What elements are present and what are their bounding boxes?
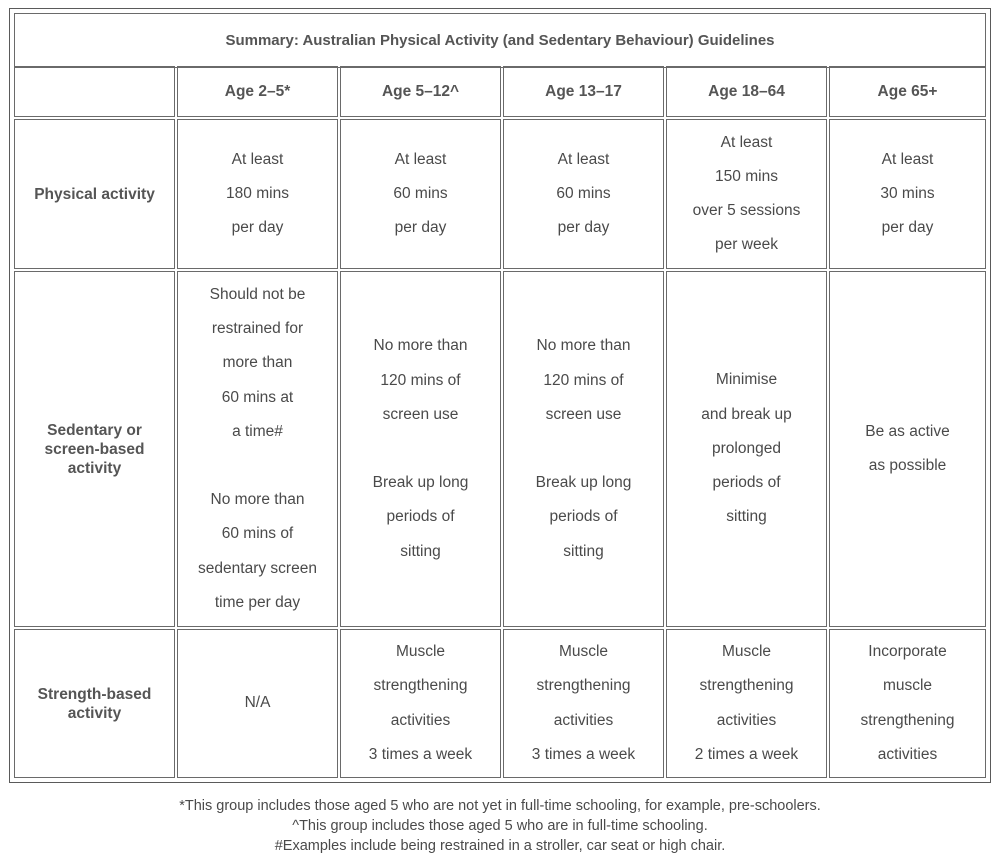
physical-activity-row-cell	[666, 119, 827, 269]
cell-text-line: over 5 sessions	[692, 202, 801, 219]
cell-text-line: At least	[394, 150, 447, 168]
cell-text-line: per day	[231, 219, 284, 237]
cell-text-line: At least	[231, 150, 284, 168]
row-label-line: Physical activity	[34, 185, 155, 203]
row-label	[14, 119, 175, 269]
cell-text-line: 180 mins	[226, 184, 289, 202]
cell-text-line: Muscle	[721, 643, 772, 661]
cell-text-line: At least	[557, 150, 610, 168]
physical-activity-row-cell	[503, 119, 664, 269]
cell-text-line: sitting	[400, 542, 441, 560]
cell-text-line: N/A	[244, 694, 271, 712]
cell-text-line: periods of	[386, 508, 455, 526]
strength-row-cell	[340, 629, 501, 778]
strength-row-cell	[177, 629, 338, 778]
cell-text-line: Muscle	[558, 643, 609, 661]
sedentary-row-cell	[340, 271, 501, 627]
header-empty-cell	[14, 66, 175, 117]
cell-text-line: 60 mins of	[221, 525, 294, 543]
cell-text-line: prolonged	[712, 439, 781, 457]
guidelines-table	[9, 8, 991, 783]
row-label	[14, 271, 175, 627]
cell-text-line: 60 mins	[556, 184, 611, 202]
cell-text-line: per day	[394, 219, 447, 237]
cell-text-line: strengthening	[860, 711, 955, 729]
footnotes	[0, 796, 1000, 856]
cell-text-line: Incorporate	[868, 643, 947, 661]
cell-text-line: Should not be	[209, 285, 306, 303]
row-label-line: Strength-based	[37, 685, 152, 703]
cell-text-line: No more than	[536, 337, 631, 355]
footnote: ^This group includes those aged 5 who are in full-time schooling.	[292, 818, 708, 834]
physical-activity-row-cell	[177, 119, 338, 269]
cell-text-line: sedentary screen	[198, 559, 317, 577]
cell-text-line: time per day	[214, 593, 301, 611]
strength-row-cell	[829, 629, 986, 778]
cell-text-line: activities	[716, 711, 777, 729]
cell-text-line: Be as active	[865, 422, 950, 440]
cell-text-line: strengthening	[373, 677, 468, 695]
cell-text-line: 60 mins at	[221, 388, 294, 406]
strength-row-cell	[666, 629, 827, 778]
table-title: Summary: Australian Physical Activity (and Sedentary Behaviour) Guidelines	[14, 13, 986, 68]
column-header: Age 2–5*	[177, 66, 338, 117]
cell-text-line: 60 mins	[393, 184, 448, 202]
physical-activity-row-cell	[829, 119, 986, 269]
cell-text-line: activities	[553, 711, 614, 729]
cell-text-line: 120 mins of	[380, 371, 461, 389]
column-header: Age 65+	[829, 66, 986, 117]
cell-text-line: restrained for	[211, 320, 304, 338]
row-label-line: activity	[67, 704, 122, 722]
cell-text-line: Break up long	[535, 474, 632, 492]
cell-text-line: No more than	[373, 337, 468, 355]
cell-text-line: Break up long	[372, 474, 469, 492]
cell-text-line: strengthening	[536, 677, 631, 695]
cell-text-line: per day	[557, 219, 610, 237]
cell-text-line: muscle	[882, 677, 933, 695]
sedentary-row-cell	[177, 271, 338, 627]
cell-text-line: activities	[390, 711, 451, 729]
physical-activity-row-cell	[340, 119, 501, 269]
column-header: Age 18–64	[666, 66, 827, 117]
cell-text-line: screen use	[382, 405, 459, 423]
sedentary-row-cell	[666, 271, 827, 627]
cell-text-line: screen use	[545, 405, 622, 423]
sedentary-row-cell	[503, 271, 664, 627]
cell-text-line: activities	[877, 745, 938, 763]
cell-text-line: At least	[881, 150, 934, 168]
sedentary-row-cell	[829, 271, 986, 627]
row-label-line: activity	[67, 459, 122, 477]
cell-text-line: sitting	[726, 508, 767, 526]
column-header: Age 5–12^	[340, 66, 501, 117]
cell-text-line: per week	[715, 236, 778, 254]
column-header: Age 13–17	[503, 66, 664, 117]
cell-text-line: periods of	[712, 474, 781, 492]
strength-row-cell	[503, 629, 664, 778]
cell-text-line: strengthening	[699, 677, 794, 695]
cell-text-line: 120 mins of	[543, 371, 624, 389]
cell-text-line: sitting	[563, 542, 604, 560]
footnote: *This group includes those aged 5 who are not yet in full-time schooling, for example, pre-schoolers.	[179, 798, 821, 814]
cell-text-line: 3 times a week	[531, 745, 636, 763]
cell-text-line: and break up	[701, 405, 792, 423]
cell-text-line: 2 times a week	[694, 745, 799, 763]
cell-text-line: more than	[222, 354, 293, 372]
cell-text-line: No more than	[210, 491, 305, 509]
cell-text-line: 3 times a week	[368, 745, 473, 763]
cell-text-line: as possible	[868, 457, 947, 474]
row-label	[14, 629, 175, 778]
row-label-line: Sedentary or	[47, 421, 142, 439]
cell-text-line: a time#	[232, 422, 283, 440]
row-label-line: screen-based	[44, 440, 145, 458]
cell-text-line: Muscle	[395, 643, 446, 661]
cell-text-line: Minimise	[715, 371, 778, 389]
cell-text-line: At least	[720, 133, 773, 151]
footnote: #Examples include being restrained in a stroller, car seat or high chair.	[274, 838, 726, 854]
cell-text-line: 150 mins	[715, 167, 778, 185]
cell-text-line: per day	[881, 219, 934, 237]
cell-text-line: 30 mins	[880, 184, 935, 202]
cell-text-line: periods of	[549, 508, 618, 526]
